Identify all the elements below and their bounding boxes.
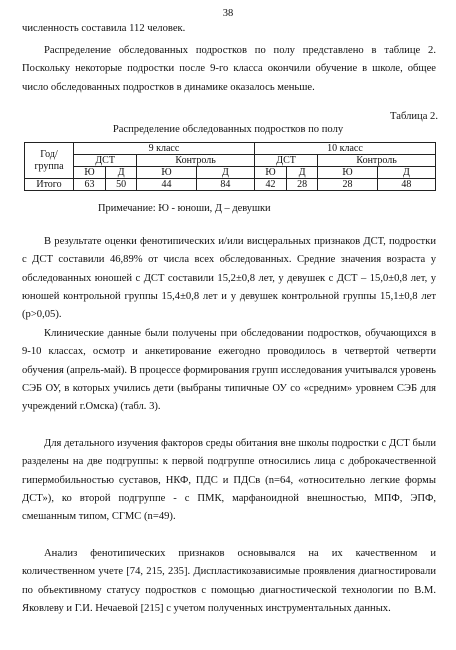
table-row [25,179,436,191]
year-header-cell: 10 класс [254,143,435,155]
sex-header-cell: Д [106,167,137,179]
distribution-table [24,142,436,191]
table-row [25,143,436,155]
paragraph-continued: численность составила 112 человек. [22,23,186,34]
paragraph-subgroups: Для детального изучения факторов среды обитания вне школы подростки с ДСТ были разделены на две подгруппы: к первой подгруппе относились лица с доброкачественной гипермобильностью суставов, НКФ, ПДС и ПДСв (n=64, «относительно легкие формы ДСТ»), ко второй подгруппе - с ПМК, марфаноидной внешностью, МПФ, ЭПФ, смешанным типом, СГМС (n=49). [22,438,436,523]
row-header-cell: Год/ группа [25,143,74,179]
table-row [25,167,436,179]
table-row [25,155,436,167]
paragraph-phenotype-assessment: В результате оценки фенотипических и/или висцеральных признаков ДСТ, подростки с ДСТ составили 46,89% от числа всех обследованных. Средние значения возраста у обследованных юношей с ДСТ составили 15,2±0,8 лет, у девушек с ДСТ – 15,0±0,8 лет, у юношей контрольной группы 15,4±0,8 лет и у девушек контрольной группы 15,1±0,8 лет (p>0,05). [22,236,436,321]
sex-header-cell: Ю [318,167,378,179]
table-title: Распределение обследованных подростков по полу [112,124,344,135]
paragraph-distribution: Распределение обследованных подростков по полу представлено в таблице 2. Поскольку некоторые подростки после 9-го класса окончили обучение в школе, общее число обследованных подростков в динамике оказалось меньше. [22,45,436,93]
year-header-cell: 9 класс [74,143,255,155]
group-header-cell: Контроль [137,155,255,167]
total-value-cell: 63 [74,179,106,191]
total-label-cell: Итого [25,179,74,191]
sex-header-cell: Д [287,167,318,179]
sex-header-cell: Д [196,167,254,179]
total-value-cell: 84 [196,179,254,191]
paragraph-clinical-data: Клинические данные были получены при обследовании подростков, обучающихся в 9-10 классах, осмотр и анкетирование ежегодно проводилось в четвертой четверти обучения (апрель-май). В процессе формирования групп исследования учитывался уровень СЭБ ОУ, в которых учились дети (выбраны типичные ОУ со «средним» уровнем СЭБ для учреждений г.Омска) (табл. 3). [22,328,436,413]
total-value-cell: 42 [254,179,286,191]
page-number: 38 [222,8,234,19]
group-header-cell: Контроль [318,155,436,167]
table-label: Таблица 2. [390,111,438,122]
table-note: Примечание: Ю - юноши, Д – девушки [98,203,271,214]
total-value-cell: 28 [318,179,378,191]
total-value-cell: 44 [137,179,197,191]
group-header-cell: ДСТ [254,155,317,167]
total-value-cell: 28 [287,179,318,191]
total-value-cell: 48 [377,179,435,191]
sex-header-cell: Ю [74,167,106,179]
sex-header-cell: Д [377,167,435,179]
paragraph-analysis: Анализ фенотипических признаков основывался на их качественном и количественном учете [74, 215, 235]. Диспластикозависимые проявления диагностировали по объективному статусу подростков с помощью диагностической технологии по В.М. Яковлеву и Г.И. Нечаевой [215] с учетом полученных инструментальных данных. [22,548,436,614]
group-header-cell: ДСТ [74,155,137,167]
sex-header-cell: Ю [254,167,286,179]
total-value-cell: 50 [106,179,137,191]
sex-header-cell: Ю [137,167,197,179]
